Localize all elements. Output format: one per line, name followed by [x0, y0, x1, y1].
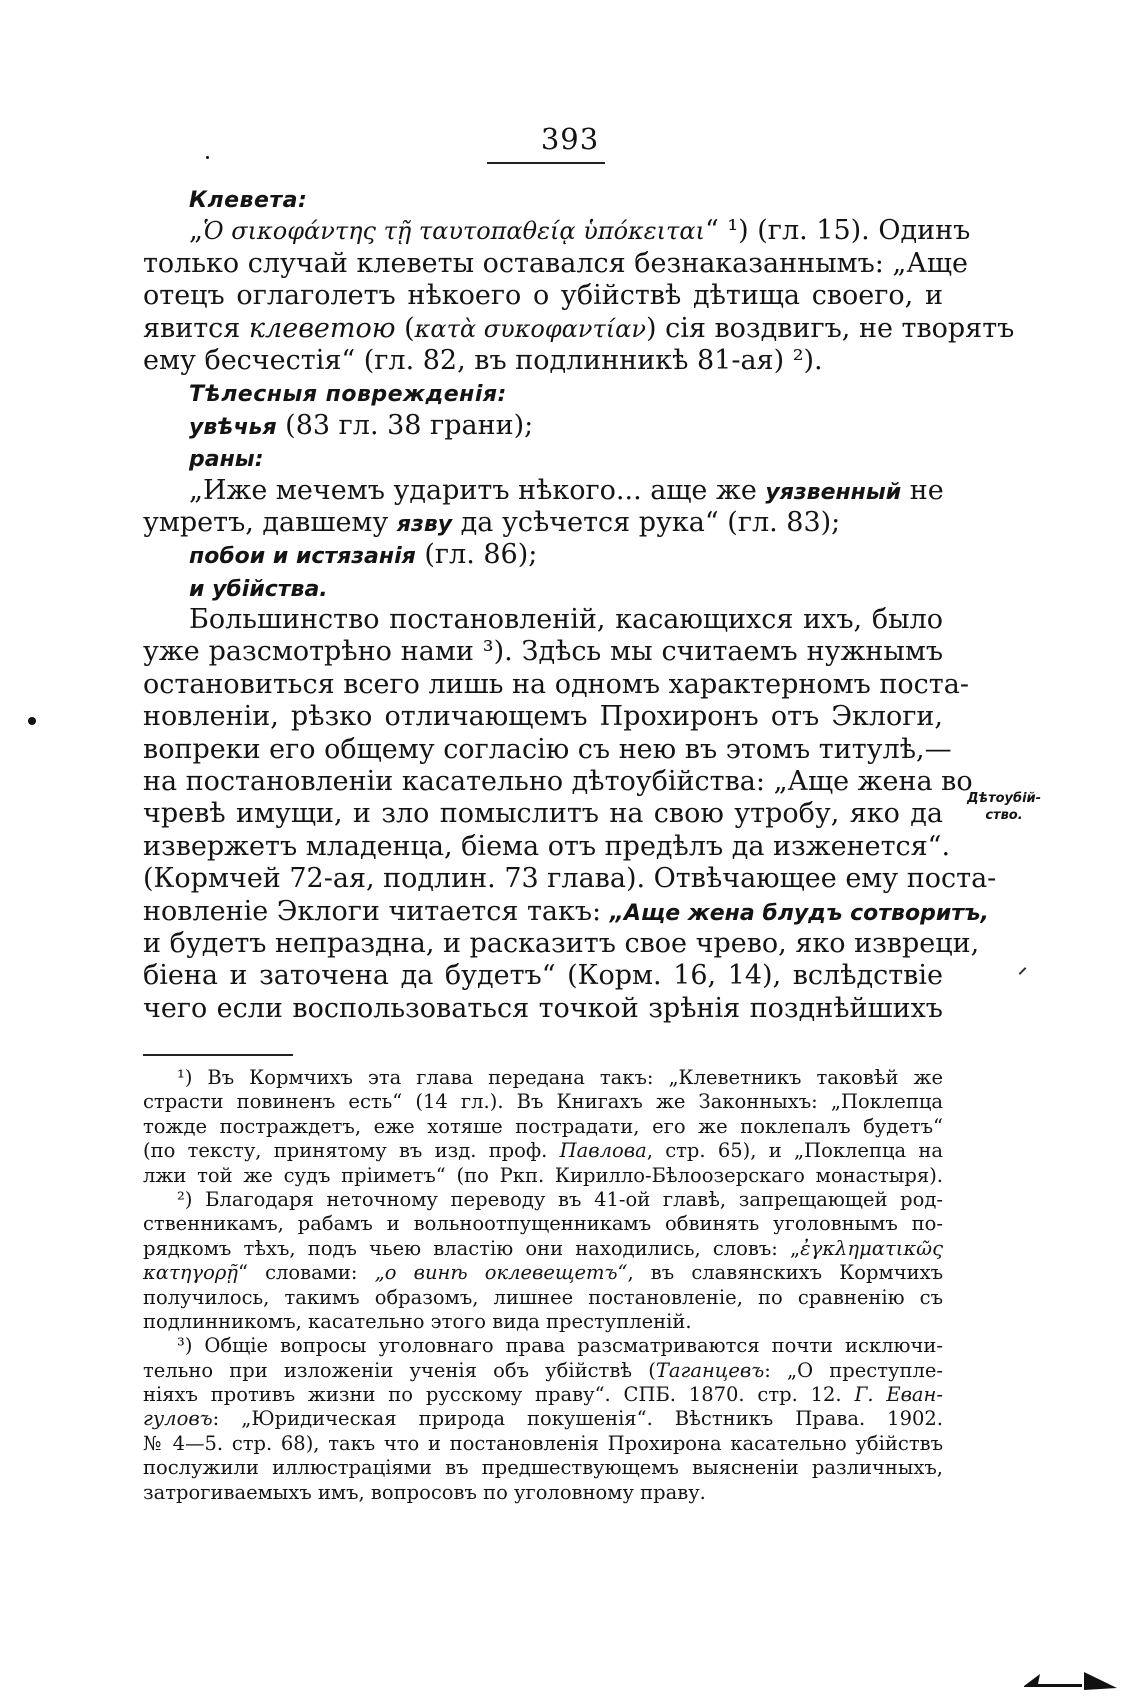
greek-quote: Ὁ σικοφάντης τῇ ταυτοπαθείᾳ ὑπόκειται — [203, 217, 705, 246]
text-line — [143, 410, 943, 442]
footnote-line: лжи той же судъ пріиметъ“ (по Ркп. Кирилло-Бѣлоозерскаго монастыря). — [143, 1163, 943, 1187]
text-line: (Кормчей 72-ая, подлин. 73 глава). Отвѣчающее ему поста- — [143, 863, 997, 895]
speck-mark — [206, 156, 209, 159]
text-line — [143, 215, 971, 247]
text-line: біена и заточена да будетъ“ (Корм. 16, 14), вслѣдствіе — [143, 960, 943, 992]
footnote-line: тожде постраждетъ, еже хотяше пострадати, его же поклепалъ будетъ“ — [143, 1114, 943, 1138]
text-line: отецъ оглаголетъ нѣкоего о убійствѣ дѣтища своего, и — [143, 280, 943, 312]
footnote-line — [143, 1383, 943, 1407]
text-span: , стр. 65), и „Поклепца на — [646, 1139, 944, 1163]
text-line — [143, 539, 943, 571]
text-line: ему бесчестія“ (гл. 82, въ подлинникѣ 81-ая) ²). — [143, 344, 823, 376]
footnote-line: получилось, такимъ образомъ, лишнее постановленіе, по сравненію съ — [143, 1285, 943, 1309]
text-line — [143, 312, 1015, 345]
margin-note — [954, 790, 1054, 824]
footnote-line — [143, 1261, 943, 1285]
text-line: извержетъ младенца, біема отъ предѣлъ да изженется“. — [143, 830, 951, 862]
footnote-line: послужили иллюстраціями въ предшествующемъ выясненіи различныхъ, — [143, 1456, 943, 1480]
footnote-line — [143, 1407, 943, 1431]
text-span: ) сія воздвигъ, не творятъ — [645, 312, 1015, 344]
footnote-line: ¹) Въ Кормчихъ эта глава передана такъ: „Клеветникъ таковѣй же — [177, 1066, 943, 1089]
footnote-line: затрогиваемыхъ имъ, вопросовъ по уголовному праву. — [143, 1480, 706, 1504]
footnote-line: ³) Общіе вопросы уголовнаго права разсматриваются почти исключи- — [177, 1334, 943, 1358]
footnote-line: № 4—5. стр. 68), такъ что и постановленія Прохирона касательно убійствъ — [143, 1431, 943, 1455]
author-name: Таганцевъ — [655, 1358, 765, 1382]
italic-term: клеветою — [248, 312, 396, 344]
text-span: да усѣчется рука“ (гл. 83); — [452, 506, 841, 538]
slavonic-term: „о винѣ оклевещетъ“ — [374, 1261, 628, 1285]
page-number: 393 — [540, 122, 600, 156]
footnotes — [143, 1066, 943, 1505]
text-span: умретъ, давшему — [143, 506, 397, 538]
text-line — [143, 475, 943, 507]
term-mutilation: увѣчья — [189, 414, 277, 440]
text-line: Большинство постановленій, касающихся ихъ, было — [189, 604, 943, 636]
text-line: остановиться всего лишь на одномъ характерномъ поста- — [143, 668, 969, 700]
text-span: ніяхъ противъ жизни по русскому праву“. СПБ. 1870. стр. 12. — [143, 1383, 855, 1407]
term-wounded: уязвенный — [765, 479, 902, 505]
text-span: , въ славянскихъ Кормчихъ — [627, 1261, 943, 1285]
page-turn-arrow-icon — [1022, 1668, 1122, 1694]
text-span: : „Юридическая природа покушенія“. Вѣстникъ Права. 1902. — [212, 1407, 943, 1431]
text-span: явится — [143, 312, 249, 344]
text-span: (по тексту, принятому въ изд. проф. — [143, 1139, 560, 1163]
text-span: “ словами: — [237, 1261, 375, 1285]
text-line — [143, 377, 943, 409]
text-span: : „О преступле- — [764, 1358, 943, 1382]
text-line — [143, 895, 989, 928]
text-line: чревѣ имущи, и зло помыслитъ на свою утробу, яко да — [143, 798, 943, 830]
text-span: не — [901, 474, 944, 506]
author-name: Г. Еван- — [854, 1383, 943, 1407]
text-span: тельно при изложеніи ученія объ убійствѣ ( — [143, 1358, 656, 1382]
pencil-tick-mark — [1019, 967, 1027, 975]
text-line: только случай клеветы оставался безнаказаннымъ: „Аще — [143, 247, 968, 279]
heading-bodily-injuries: Тѣлесныя поврежденія: — [189, 382, 507, 408]
margin-note-line: Дѣтоубій- — [966, 791, 1042, 806]
margin-note-line: ство. — [985, 808, 1023, 823]
text-line: и будетъ непраздна, и расказитъ свое чрево, яко извреци, — [143, 927, 980, 959]
footnote-line: ²) Благодаря неточному переводу въ 41-ой главѣ, запрещающей род- — [177, 1187, 943, 1211]
footnote-line: страсти повиненъ есть“ (14 гл.). Въ Книгахъ же Законныхъ: „Поклепца — [143, 1090, 943, 1114]
text-line — [143, 507, 943, 539]
main-text — [143, 183, 1015, 1025]
footnote-rule — [143, 1054, 293, 1056]
footnote-line: подлинникомъ, касательно этого вида преступленій. — [143, 1309, 692, 1333]
quote-mark: „ — [189, 215, 203, 247]
text-span: (83 гл. 38 грани); — [276, 409, 534, 441]
author-name: Павлова — [559, 1139, 647, 1163]
page-number-rule — [487, 162, 605, 164]
greek-term: ἐγκληματικῶς — [800, 1236, 943, 1260]
author-name: гуловъ — [143, 1407, 213, 1431]
term-wounds: раны: — [189, 447, 264, 473]
footnote-line: ственникамъ, рабамъ и вольноотпущенникамъ обвинять уголовнымъ по- — [143, 1212, 943, 1236]
text-span: рядкомъ тѣхъ, подъ чьею властію они находились, словъ: „ — [143, 1236, 801, 1260]
ecloga-quote: „Аще жена блудъ сотворитъ, — [609, 900, 989, 926]
text-line — [143, 442, 943, 474]
term-beatings: побои и истязанія — [189, 544, 416, 570]
margin-dot-mark — [28, 717, 36, 725]
text-line — [143, 572, 943, 604]
greek-term: κατὰ συκοφαντίαν — [414, 314, 646, 343]
text-line: чего если воспользоваться точкой зрѣнія позднѣйшихъ — [143, 992, 943, 1024]
text-span: “ ¹) (гл. 15). Одинъ — [704, 215, 971, 247]
text-span: новленіе Эклоги читается такъ: — [143, 895, 610, 927]
footnote-line — [143, 1237, 943, 1261]
footnote-line — [143, 1359, 943, 1383]
text-line — [143, 183, 943, 215]
text-line: на постановленіи касательно дѣтоубійства: „Аще жена во — [143, 766, 973, 798]
term-murders: и убійства. — [189, 576, 328, 602]
heading-slander: Клевета: — [189, 188, 308, 213]
text-line: новленіи, рѣзко отличающемъ Прохиронъ отъ Эклоги, — [143, 701, 943, 733]
text-span: „Иже мечемъ ударитъ нѣкого... аще же — [189, 474, 766, 506]
term-wound: язву — [396, 511, 453, 537]
text-span: (гл. 86); — [415, 539, 538, 571]
greek-term: κατηγορῇ — [143, 1261, 238, 1285]
text-span: ( — [395, 312, 415, 344]
text-line: вопреки его общему согласію съ нею въ этомъ титулѣ,— — [143, 733, 952, 765]
footnote-line — [143, 1139, 943, 1163]
text-line: уже разсмотрѣно нами ³). Здѣсь мы считаемъ нужнымъ — [143, 636, 943, 668]
